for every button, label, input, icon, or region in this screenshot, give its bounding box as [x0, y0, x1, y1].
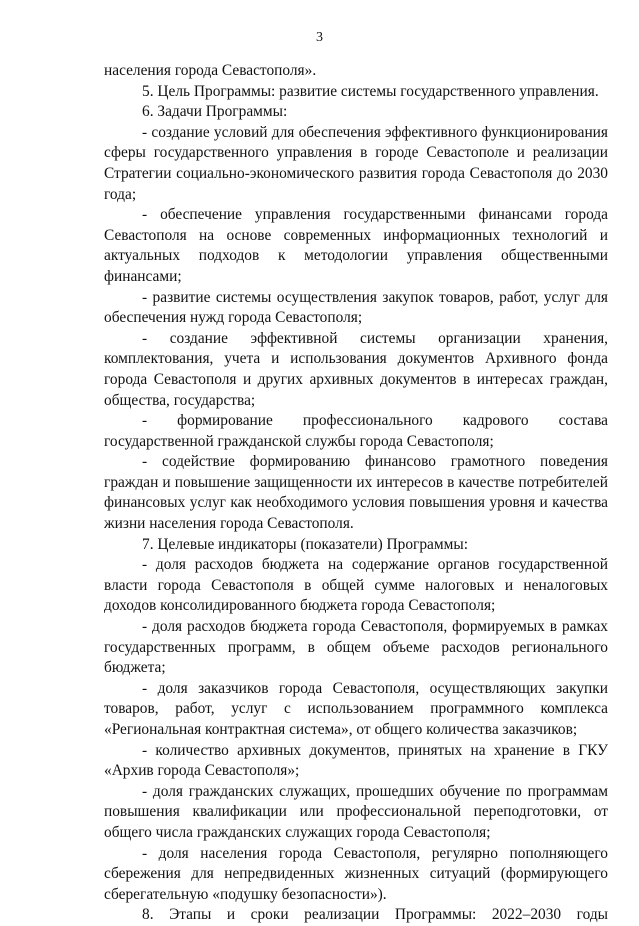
paragraph-stages-and-terms: 8. Этапы и сроки реализации Программы: 2022–2030 годы — [142, 906, 608, 924]
list-item-indicator: - доля заказчиков города Севастополя, осуществляющих закупки товаров, работ, услуг с использованием программного комплекса «Региональная контрактная система», от общего количества заказчиков; — [104, 679, 608, 738]
list-item-task: - содействие формированию финансово грамотного поведения граждан и повышение защищенности их интересов в качестве потребителей финансовых услуг как необходимого условия повышения уровня и качества жизни населения города Севастополя. — [104, 453, 608, 533]
list-item-task: - создание эффективной системы организации хранения, комплектования, учета и использования документов Архивного фонда города Севастополя и других архивных документов в интересах граждан, общества, государства; — [104, 329, 608, 409]
list-item-task: - развитие системы осуществления закупок товаров, работ, услуг для обеспечения нужд города Севастополя; — [104, 288, 608, 327]
list-item-indicator: - доля населения города Севастополя, регулярно пополняющего сбережения для непредвиденных жизненных ситуаций (формирующего сберегательную «подушку безопасности»). — [104, 844, 608, 903]
paragraph-program-goal: 5. Цель Программы: развитие системы государственного управления. — [142, 82, 599, 100]
list-item-indicator: - доля расходов бюджета на содержание органов государственной власти города Севастополя в общей сумме налоговых и неналоговых доходов консолидированного бюджета города Севастополя; — [104, 556, 608, 615]
list-item-indicator: - доля расходов бюджета города Севастополя, формируемых в рамках государственных программ, в общем объеме расходов регионального бюджета; — [104, 618, 608, 677]
paragraph-tasks-heading: 6. Задачи Программы: — [142, 103, 288, 121]
list-item-task: - формирование профессионального кадрового состава государственной гражданской службы города Севастополя; — [104, 412, 608, 450]
paragraph-indicators-heading: 7. Целевые индикаторы (показатели) Программы: — [142, 535, 468, 553]
list-item-indicator: - доля гражданских служащих, прошедших обучение по программам повышения квалификации или профессиональной переподготовки, от общего числа гражданских служащих города Севастополя; — [104, 782, 608, 841]
document-body — [104, 61, 608, 926]
page-number: 3 — [316, 30, 323, 45]
paragraph-continuation: населения города Севастополя». — [104, 62, 317, 79]
list-item-task: - создание условий для обеспечения эффективного функционирования сферы государственного управления в городе Севастополе и реализации Стратегии социально-экономического развития города Севастополя до 2030 года; — [104, 123, 608, 203]
list-item-indicator: - количество архивных документов, принятых на хранение в ГКУ «Архив города Севастополя»; — [104, 741, 608, 780]
list-item-task: - обеспечение управления государственными финансами города Севастополя на основе современных информационных технологий и актуальных подходов к методологии управления общественными финансами; — [104, 206, 608, 285]
